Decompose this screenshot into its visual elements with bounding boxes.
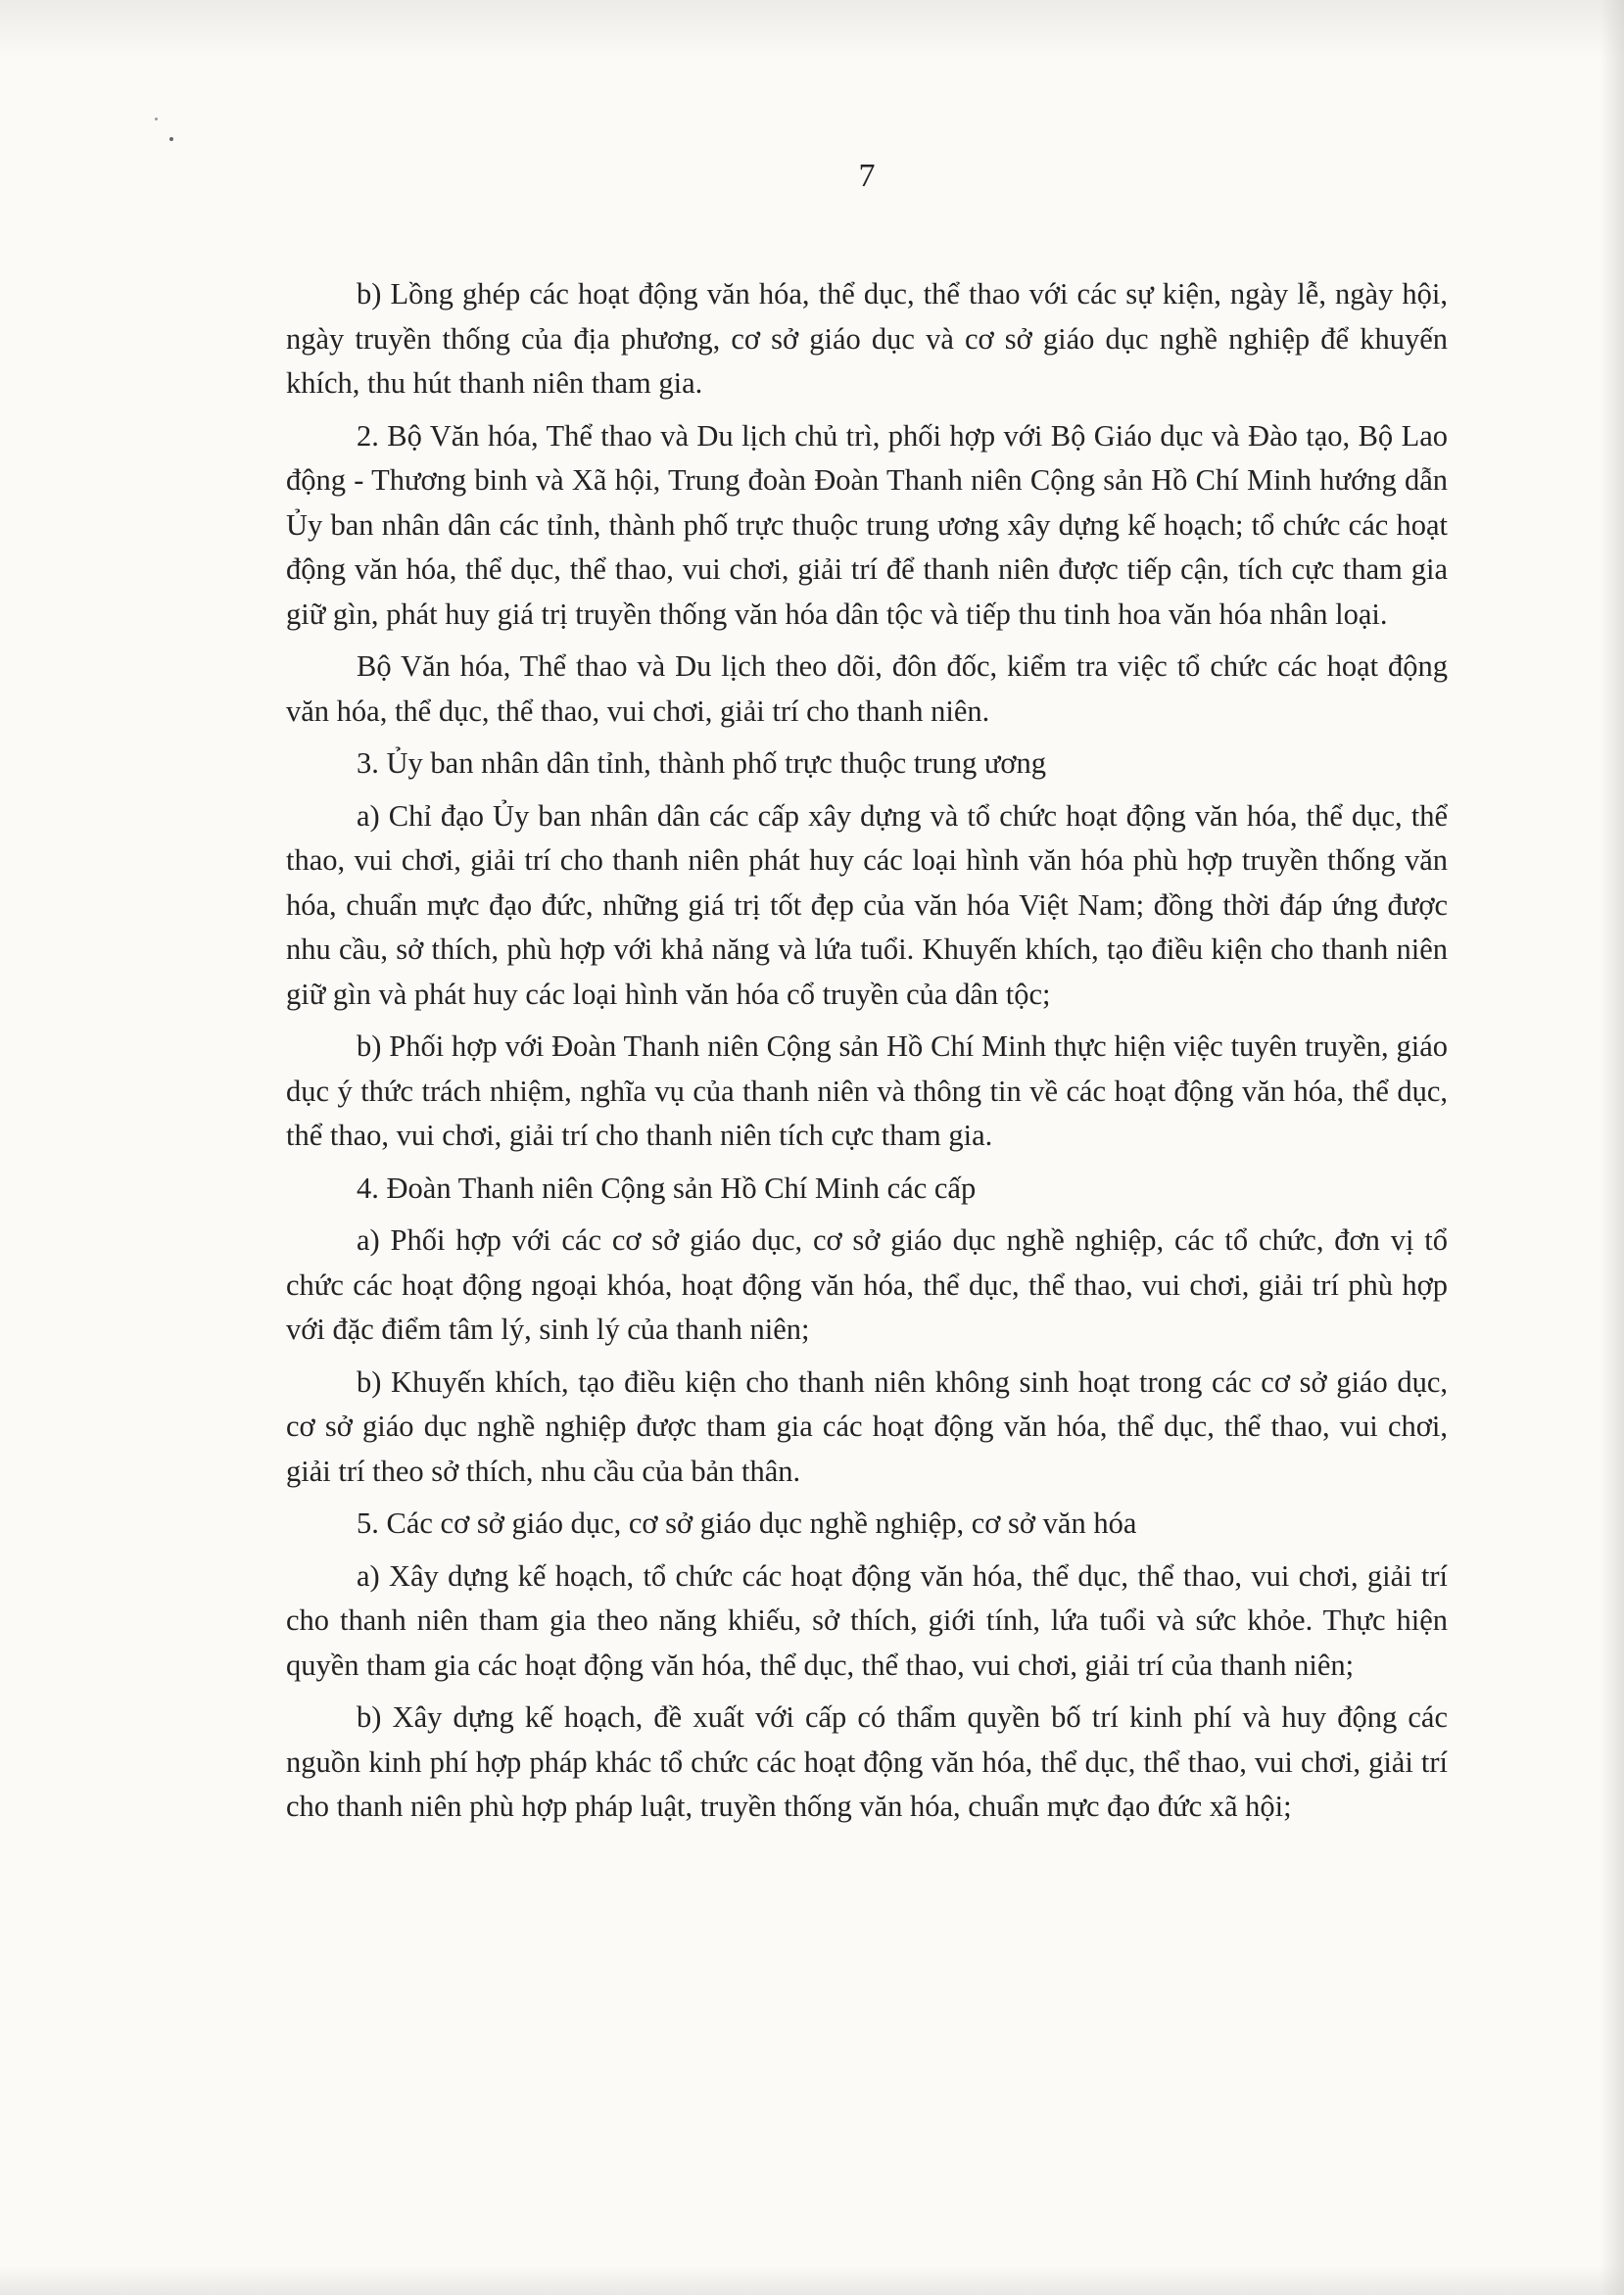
scan-shadow-right bbox=[1600, 0, 1624, 2295]
paragraph-4a-extracurricular: a) Phối hợp với các cơ sở giáo dục, cơ sở giáo dục nghề nghiệp, các tổ chức, đơn vị tổ chức các hoạt động ngoại khóa, hoạt động văn hóa, thể dục, thể thao, vui chơi, giải trí phù hợp với đặc điểm tâm lý, sinh lý của thanh niên; bbox=[286, 1223, 1448, 1346]
paragraph-ministry-monitoring: Bộ Văn hóa, Thể thao và Du lịch theo dõi, đôn đốc, kiểm tra việc tổ chức các hoạt động văn hóa, thể dục, thể thao, vui chơi, giải trí cho thanh niên. bbox=[286, 649, 1448, 728]
paragraph-4b-encourage-youth: b) Khuyến khích, tạo điều kiện cho thanh niên không sinh hoạt trong các cơ sở giáo dục, cơ sở giáo dục nghề nghiệp được tham gia các hoạt động văn hóa, thể dục, thể thao, vui chơi, giải trí theo sở thích, nhu cầu của bản thân. bbox=[286, 1364, 1448, 1488]
document-body bbox=[286, 272, 1448, 1838]
page-number: 7 bbox=[858, 158, 876, 194]
heading-4-youth-union: 4. Đoàn Thanh niên Cộng sản Hồ Chí Minh các cấp bbox=[357, 1171, 977, 1205]
paragraph-1b-integrate-events: b) Lồng ghép các hoạt động văn hóa, thể dục, thể thao với các sự kiện, ngày lễ, ngày hội, ngày truyền thống của địa phương, cơ sở giáo dục và cơ sở giáo dục nghề nghiệp để khuyến khích, thu hút thanh niên tham gia. bbox=[286, 277, 1448, 400]
paragraph-2-ministry-culture: 2. Bộ Văn hóa, Thể thao và Du lịch chủ trì, phối hợp với Bộ Giáo dục và Đào tạo, Bộ Lao động - Thương binh và Xã hội, Trung đoàn Đoàn Thanh niên Cộng sản Hồ Chí Minh hướng dẫn Ủy ban nhân dân các tỉnh, thành phố trực thuộc trung ương xây dựng kế hoạch; tổ chức các hoạt động văn hóa, thể dục, thể thao, vui chơi, giải trí để thanh niên được tiếp cận, tích cực tham gia giữ gìn, phát huy giá trị truyền thống văn hóa dân tộc và tiếp thu tinh hoa văn hóa nhân loại. bbox=[286, 418, 1448, 631]
scan-shadow-bottom bbox=[0, 2266, 1624, 2295]
paragraph-5b-funding: b) Xây dựng kế hoạch, đề xuất với cấp có thẩm quyền bố trí kinh phí và huy động các nguồn kinh phí hợp pháp khác tổ chức các hoạt động văn hóa, thể dục, thể thao, vui chơi, giải trí cho thanh niên phù hợp pháp luật, truyền thống văn hóa, chuẩn mực đạo đức xã hội; bbox=[286, 1700, 1448, 1823]
scan-speck bbox=[169, 137, 173, 141]
paragraph-5a-plan-activities: a) Xây dựng kế hoạch, tổ chức các hoạt động văn hóa, thể dục, thể thao, vui chơi, giải trí cho thanh niên tham gia theo năng khiếu, sở thích, giới tính, lứa tuổi và sức khỏe. Thực hiện quyền tham gia các hoạt động văn hóa, thể dục, thể thao, vui chơi, giải trí của thanh niên; bbox=[286, 1558, 1448, 1682]
paragraph-3a-direct-committees: a) Chỉ đạo Ủy ban nhân dân các cấp xây dựng và tổ chức hoạt động văn hóa, thể dục, thể thao, vui chơi, giải trí cho thanh niên phát huy các loại hình văn hóa phù hợp truyền thống văn hóa, chuẩn mực đạo đức, những giá trị tốt đẹp của văn hóa Việt Nam; đồng thời đáp ứng được nhu cầu, sở thích, phù hợp với khả năng và lứa tuổi. Khuyến khích, tạo điều kiện cho thanh niên giữ gìn và phát huy các loại hình văn hóa cổ truyền của dân tộc; bbox=[286, 798, 1448, 1011]
paragraph-3b-coordinate-youth-union: b) Phối hợp với Đoàn Thanh niên Cộng sản Hồ Chí Minh thực hiện việc tuyên truyền, giáo dục ý thức trách nhiệm, nghĩa vụ của thanh niên và thông tin về các hoạt động văn hóa, thể dục, thể thao, vui chơi, giải trí cho thanh niên tích cực tham gia. bbox=[286, 1029, 1448, 1152]
heading-3-provincial-committee: 3. Ủy ban nhân dân tỉnh, thành phố trực thuộc trung ương bbox=[357, 746, 1046, 780]
heading-5-institutions: 5. Các cơ sở giáo dục, cơ sở giáo dục nghề nghiệp, cơ sở văn hóa bbox=[357, 1506, 1137, 1540]
scan-shadow-top bbox=[0, 0, 1624, 59]
scan-speck bbox=[155, 118, 158, 120]
